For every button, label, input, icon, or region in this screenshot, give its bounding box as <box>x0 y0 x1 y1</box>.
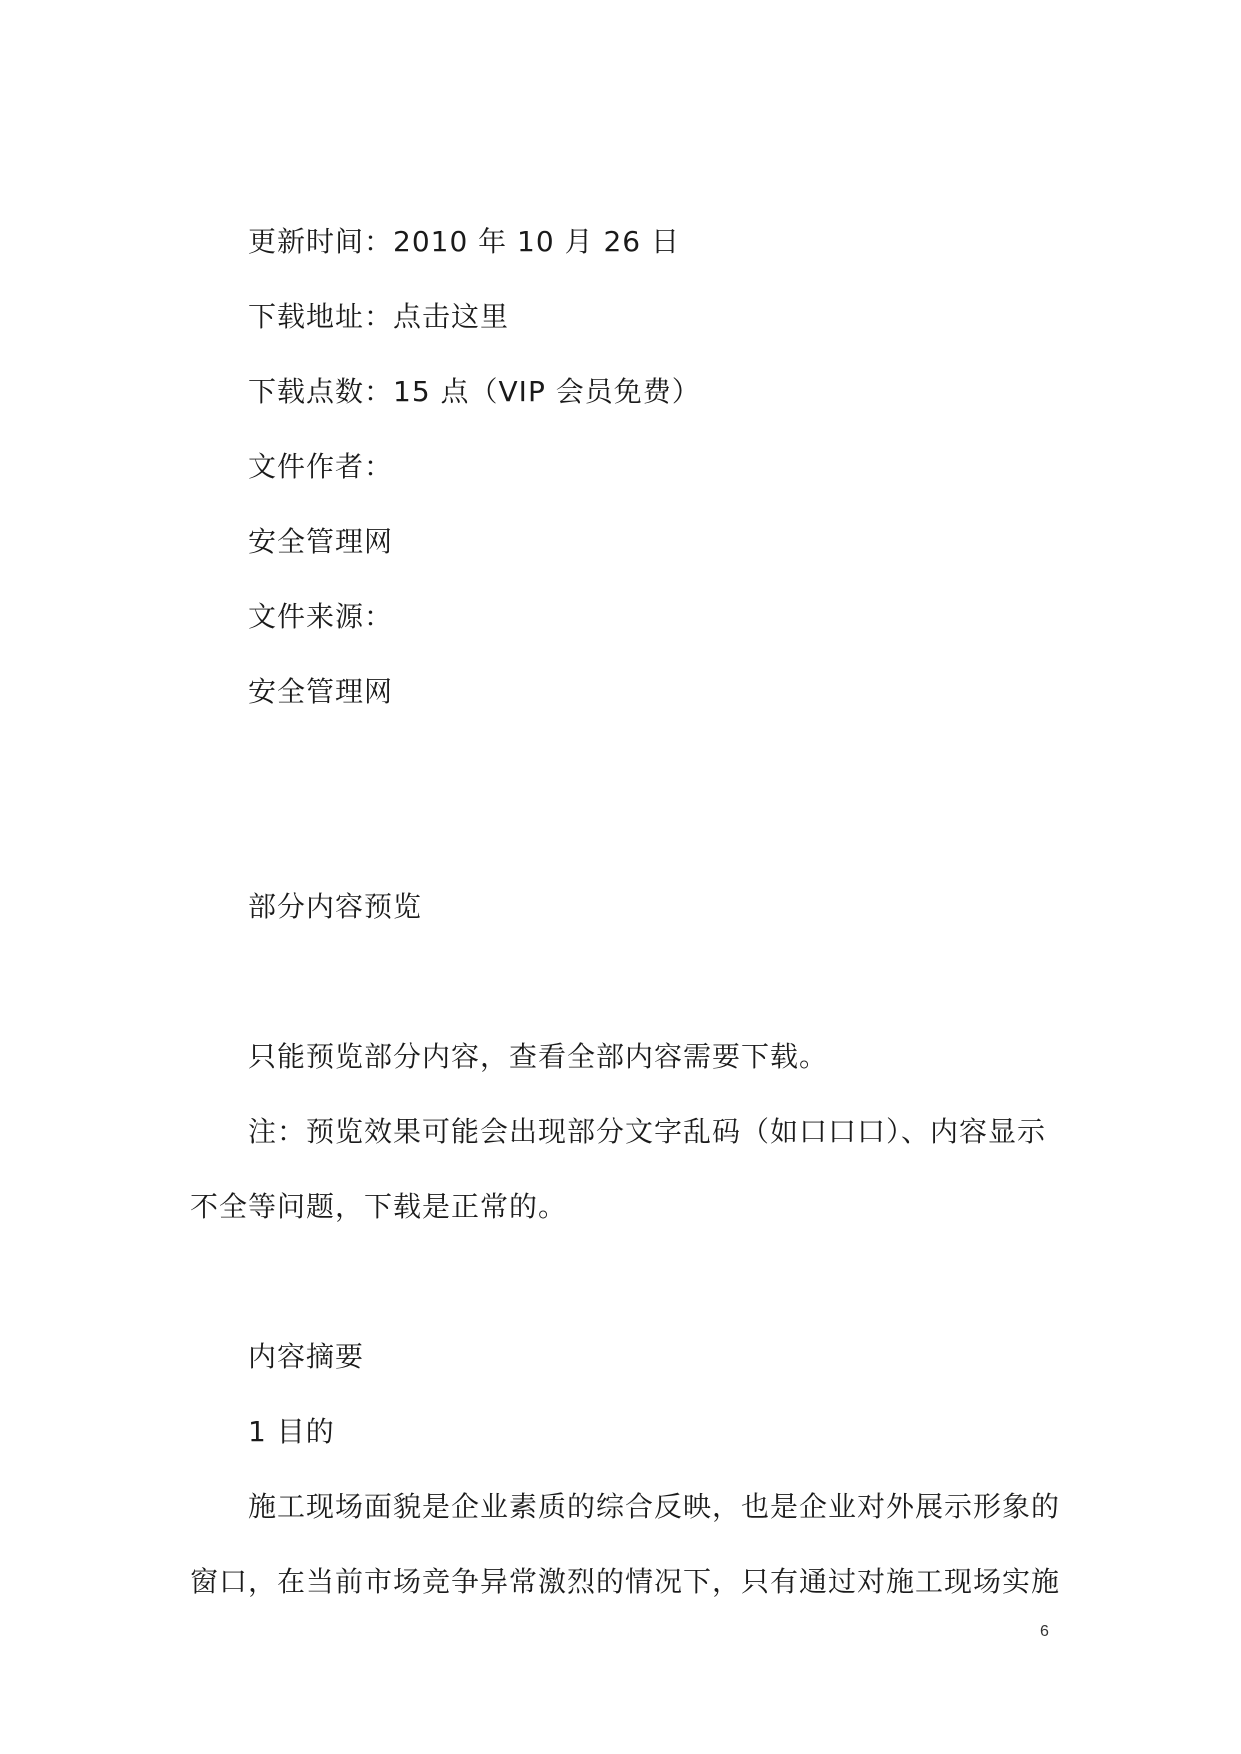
author-label: 文件作者： <box>248 450 394 483</box>
preview-note-line-2: 不全等问题，下载是正常的。 <box>190 1190 568 1223</box>
source-value: 安全管理网 <box>248 675 394 708</box>
source-label: 文件来源： <box>248 600 394 633</box>
section-title: 1 目的 <box>248 1415 335 1448</box>
author-value: 安全管理网 <box>248 525 394 558</box>
summary-paragraph-line-2: 窗口，在当前市场竞争异常激烈的情况下，只有通过对施工现场实施 <box>190 1565 1061 1598</box>
download-link[interactable]: 下载地址：点击这里 <box>248 300 510 333</box>
summary-paragraph-line-1: 施工现场面貌是企业素质的综合反映，也是企业对外展示形象的 <box>248 1490 1061 1523</box>
page-number: 6 <box>1040 1623 1049 1640</box>
preview-heading: 部分内容预览 <box>248 890 423 923</box>
download-points: 下载点数：15 点（VIP 会员免费） <box>248 375 701 408</box>
update-time: 更新时间：2010 年 10 月 26 日 <box>248 225 681 258</box>
summary-heading: 内容摘要 <box>248 1340 365 1373</box>
preview-notice: 只能预览部分内容，查看全部内容需要下载。 <box>248 1040 829 1073</box>
preview-note-line-1: 注：预览效果可能会出现部分文字乱码（如口口口）、内容显示 <box>248 1115 1047 1148</box>
